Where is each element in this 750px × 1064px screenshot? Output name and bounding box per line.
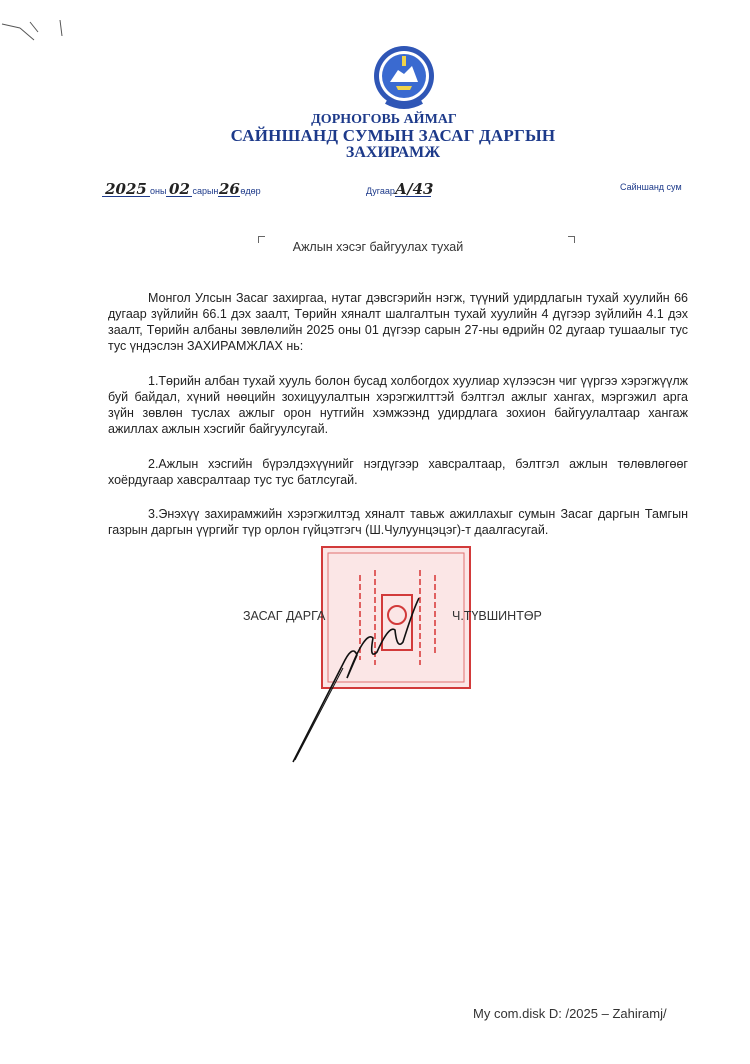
- document-number: А/43: [394, 180, 434, 198]
- date-day: 26: [218, 180, 240, 198]
- header-organization: САЙНШАНД СУМЫН ЗАСАГ ДАРГЫН: [230, 126, 556, 145]
- mongolia-state-emblem-icon: [368, 42, 440, 114]
- date-month: 02: [166, 182, 192, 197]
- scan-mark-icon: [0, 14, 70, 44]
- signatory-title: ЗАСАГ ДАРГА: [243, 609, 326, 623]
- number-line: [366, 180, 434, 198]
- subject-title: Ажлын хэсэг байгуулах тухай: [292, 240, 464, 254]
- paragraph-text: 3.Энэхүү захирамжийн хэрэгжилтэд хяналт тавьж ажиллахыг сумын Засаг даргын Тамгын газрын даргын үүргийг түр орлон гүйцэтгэгч (Ш.Чулуунцэцэг)-т даалгасугай.: [108, 507, 688, 537]
- header-document-type: ЗАХИРАМЖ: [345, 144, 441, 161]
- date-day-suffix: өдөр: [240, 186, 261, 196]
- paragraph: [108, 506, 688, 538]
- date-year: 2025: [102, 182, 150, 197]
- footer-file-path: My com.disk D: /2025 – Zahiramj/: [473, 1006, 667, 1021]
- paragraph: [108, 456, 688, 488]
- paragraph-text: 1.Төрийн албан тухай хууль болон бусад холбогдох хуулиар хүлээсэн чиг үүргээ хэрэгжүүлж буй байдал, хүний нөөцийн зохицуулалтын хэрэгжилттэй бэлтгэл ажлыг хангах, мэргэжил арга зүйн зөвлөн туслах ажлыг орон нутгийн хэмжээнд удирдлага зохион байгуулалтаар хангаж ажиллах ажлын хэсгийг байгуулсугай.: [108, 374, 688, 436]
- header-aimag: ДОРНОГОВЬ АЙМАГ: [311, 112, 457, 127]
- date-line: [102, 182, 261, 197]
- handwritten-signature-icon: [285, 590, 425, 765]
- number-label: Дугаар: [366, 186, 395, 196]
- signatory-name: Ч.ТҮВШИНТӨР: [452, 609, 542, 623]
- date-month-suffix: сарын: [192, 186, 219, 196]
- place-name: Сайншанд сум: [620, 182, 682, 192]
- paragraph-text: 2.Ажлын хэсгийн бүрэлдэхүүнийг нэгдүгээр хавсралтаар, бэлтгэл ажлын төлөвлөгөөг хоёрдугаар хавсралтаар тус тус батлсугай.: [108, 457, 688, 487]
- paragraph: [108, 373, 688, 437]
- paragraph: [108, 290, 688, 354]
- paragraph-text: Монгол Улсын Засаг захиргаа, нутаг дэвсгэрийн нэгж, түүний удирдлагын тухай хуулийн 66 дугаар зүйлийн 66.1 дэх заалт, Төрийн хяналт шалгалтын тухай хуулийн 4 дүгээр зүйлийн 4.1 дэх заалт, Төрийн албаны зөвлөлийн 2025 оны 01 дүгээр сарын 27-ны өдрийн 02 дугаар тушаалыг тус тус үндэслэн ЗАХИРАМЖЛАХ нь:: [108, 291, 688, 353]
- date-year-suffix: оны: [150, 186, 167, 196]
